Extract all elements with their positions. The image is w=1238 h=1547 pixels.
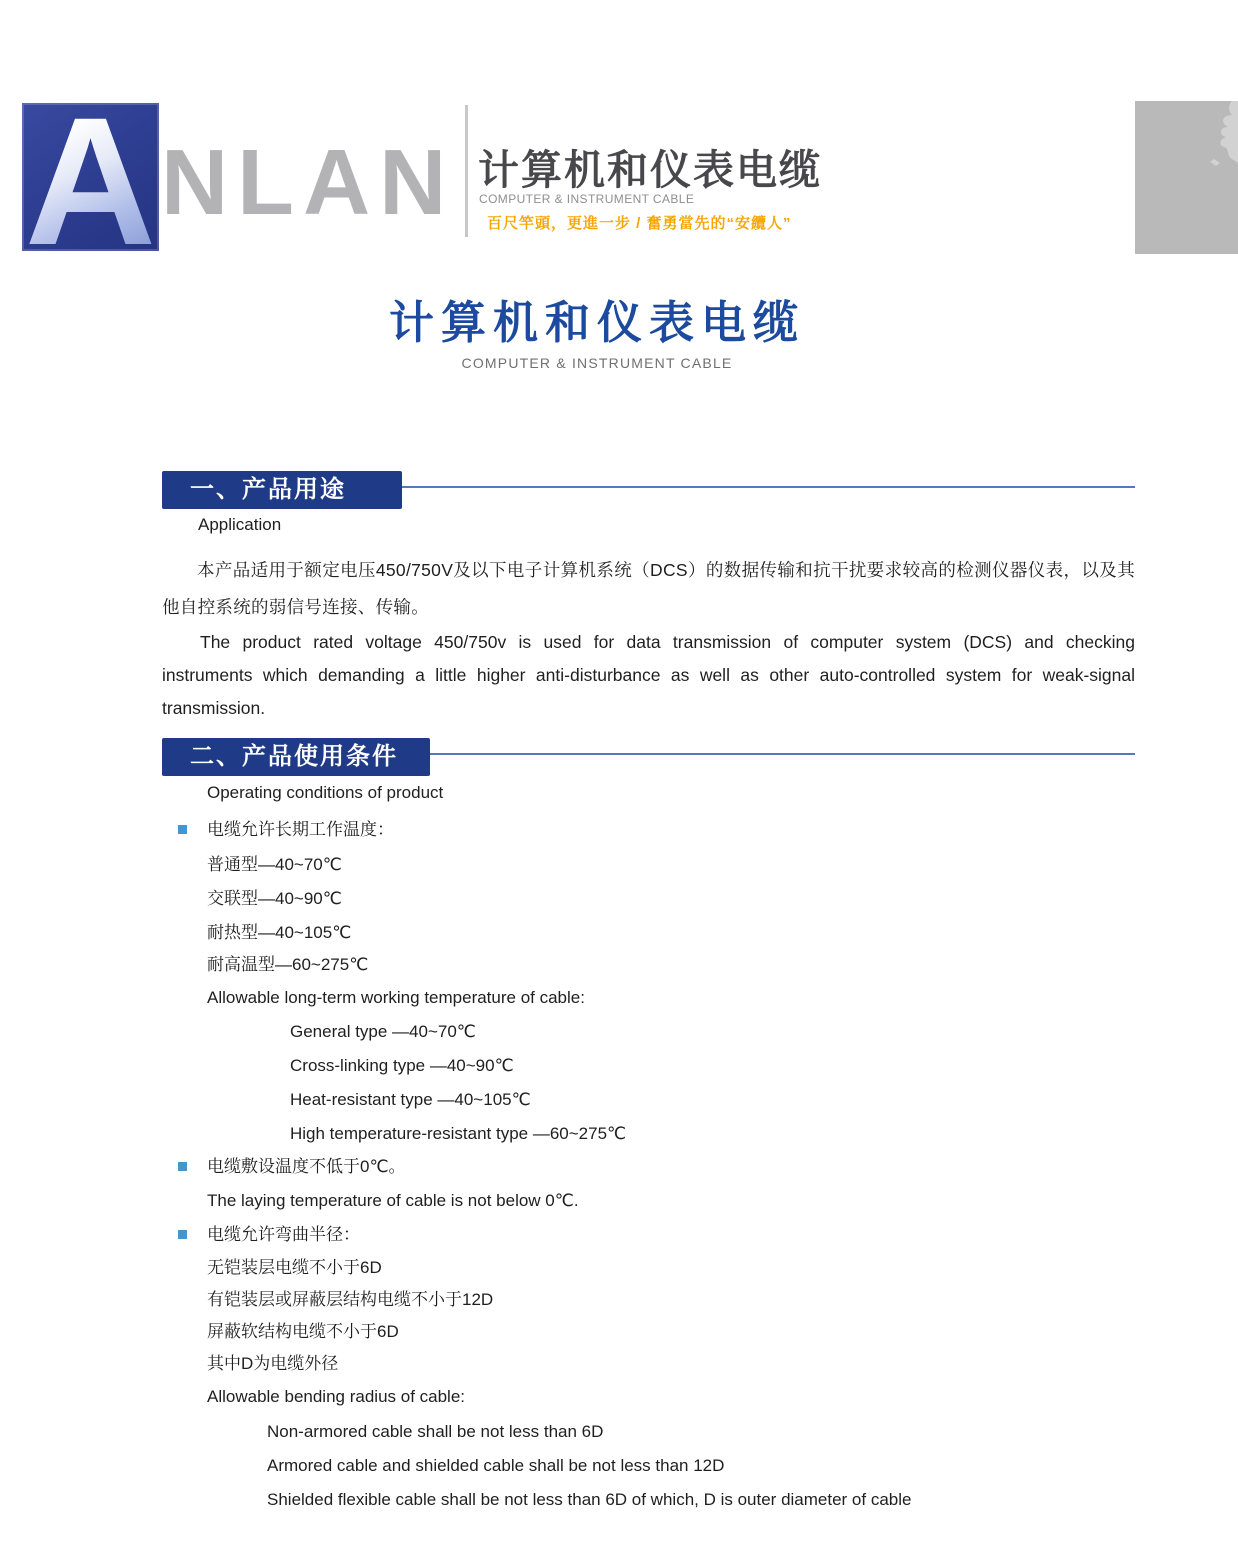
condition-line	[207, 1223, 360, 1247]
section-1-subheading-en: Application	[198, 515, 282, 534]
condition-line	[207, 953, 368, 977]
header-photo	[1135, 101, 1238, 254]
section-2-heading: 二、产品使用条件	[190, 743, 398, 770]
condition-line-text: High temperature-resistant type —60~275℃	[290, 1124, 627, 1143]
condition-line-text: 耐高温型—60~275℃	[207, 955, 369, 974]
section-1-rule	[402, 486, 1135, 488]
condition-line-text: 无铠装层电缆不小于6D	[207, 1258, 382, 1277]
condition-line	[207, 1385, 465, 1409]
condition-line	[207, 921, 351, 945]
condition-line-text: 电缆允许长期工作温度：	[207, 820, 394, 839]
section-2-heading-bar	[162, 738, 430, 776]
header-product-title-en: COMPUTER & INSTRUMENT CABLE	[479, 192, 695, 206]
condition-line	[207, 1320, 399, 1344]
condition-line	[207, 1288, 493, 1312]
condition-line-text: 普通型—40~70℃	[207, 855, 342, 874]
condition-line-text: The laying temperature of cable is not below 0℃.	[207, 1191, 579, 1210]
header-slogan: 百尺竿頭，更進一步 / 奮勇當先的“安纜人”	[487, 215, 792, 232]
section-1-paragraph-en: The product rated voltage 450/750v is used for data transmission of computer system (DCS) and checking instruments which demanding a little higher anti-disturbance as well as other auto-controlled system for weak-signal transmission.	[162, 632, 1135, 718]
header-divider	[465, 105, 468, 237]
condition-line-text: Allowable long-term working temperature of cable:	[207, 988, 585, 1007]
condition-line	[207, 1189, 579, 1213]
condition-line	[207, 1352, 338, 1376]
bullet-square-icon	[178, 1230, 187, 1239]
condition-line	[267, 1420, 603, 1444]
condition-line-text: 耐热型—40~105℃	[207, 923, 352, 942]
condition-line	[267, 1488, 911, 1512]
condition-line-text: 电缆敷设温度不低于0℃。	[207, 1157, 406, 1176]
condition-line	[207, 887, 342, 911]
section-1-heading: 一、产品用途	[190, 476, 346, 503]
condition-line	[207, 818, 394, 842]
condition-line-text: 电缆允许弯曲半径：	[207, 1225, 360, 1244]
bullet-square-icon	[178, 825, 187, 834]
condition-line-text: Heat-resistant type —40~105℃	[290, 1090, 531, 1109]
anlan-logo-letter-a: A	[25, 107, 156, 251]
condition-line-text: Shielded flexible cable shall be not less than 6D of which, D is outer diameter of cable	[267, 1490, 912, 1509]
anlan-logo-text: NLAN	[161, 130, 456, 234]
condition-line-text: Non-armored cable shall be not less than 6D	[267, 1422, 604, 1441]
section-1-paragraph-zh: 本产品适用于额定电压450/750V及以下电子计算机系统（DCS）的数据传输和抗干扰要求较高的检测仪器仪表，以及其他自控系统的弱信号连接、传输。	[162, 560, 1135, 617]
anlan-logo-mark	[22, 103, 159, 251]
condition-line	[290, 1088, 531, 1112]
condition-line	[290, 1122, 626, 1146]
condition-line-text: Cross-linking type —40~90℃	[290, 1056, 514, 1075]
condition-line-text: 屏蔽软结构电缆不小于6D	[207, 1322, 399, 1341]
condition-line-text: 有铠装层或屏蔽层结构电缆不小于12D	[207, 1290, 494, 1309]
leaf-icon	[1174, 101, 1238, 207]
condition-line-text: Armored cable and shielded cable shall be not less than 12D	[267, 1456, 725, 1475]
condition-line	[207, 1256, 382, 1280]
condition-line-text: 交联型—40~90℃	[207, 889, 342, 908]
section-2-rule	[430, 753, 1135, 755]
page-title: 计算机和仪表电缆	[388, 297, 805, 348]
condition-line-text: Allowable bending radius of cable:	[207, 1387, 466, 1406]
condition-line	[207, 1155, 406, 1179]
header-product-title-zh: 计算机和仪表电缆	[478, 147, 822, 193]
condition-line	[267, 1454, 724, 1478]
condition-line-text: 其中D为电缆外径	[207, 1354, 339, 1373]
condition-line	[290, 1020, 476, 1044]
page-subtitle: COMPUTER & INSTRUMENT CABLE	[461, 355, 733, 371]
condition-line	[207, 986, 585, 1010]
section-1-heading-bar	[162, 471, 402, 509]
bullet-square-icon	[178, 1162, 187, 1171]
condition-line	[207, 853, 342, 877]
section-2-subheading-en: Operating conditions of product	[207, 783, 444, 802]
condition-line-text: General type —40~70℃	[290, 1022, 476, 1041]
condition-line	[290, 1054, 514, 1078]
